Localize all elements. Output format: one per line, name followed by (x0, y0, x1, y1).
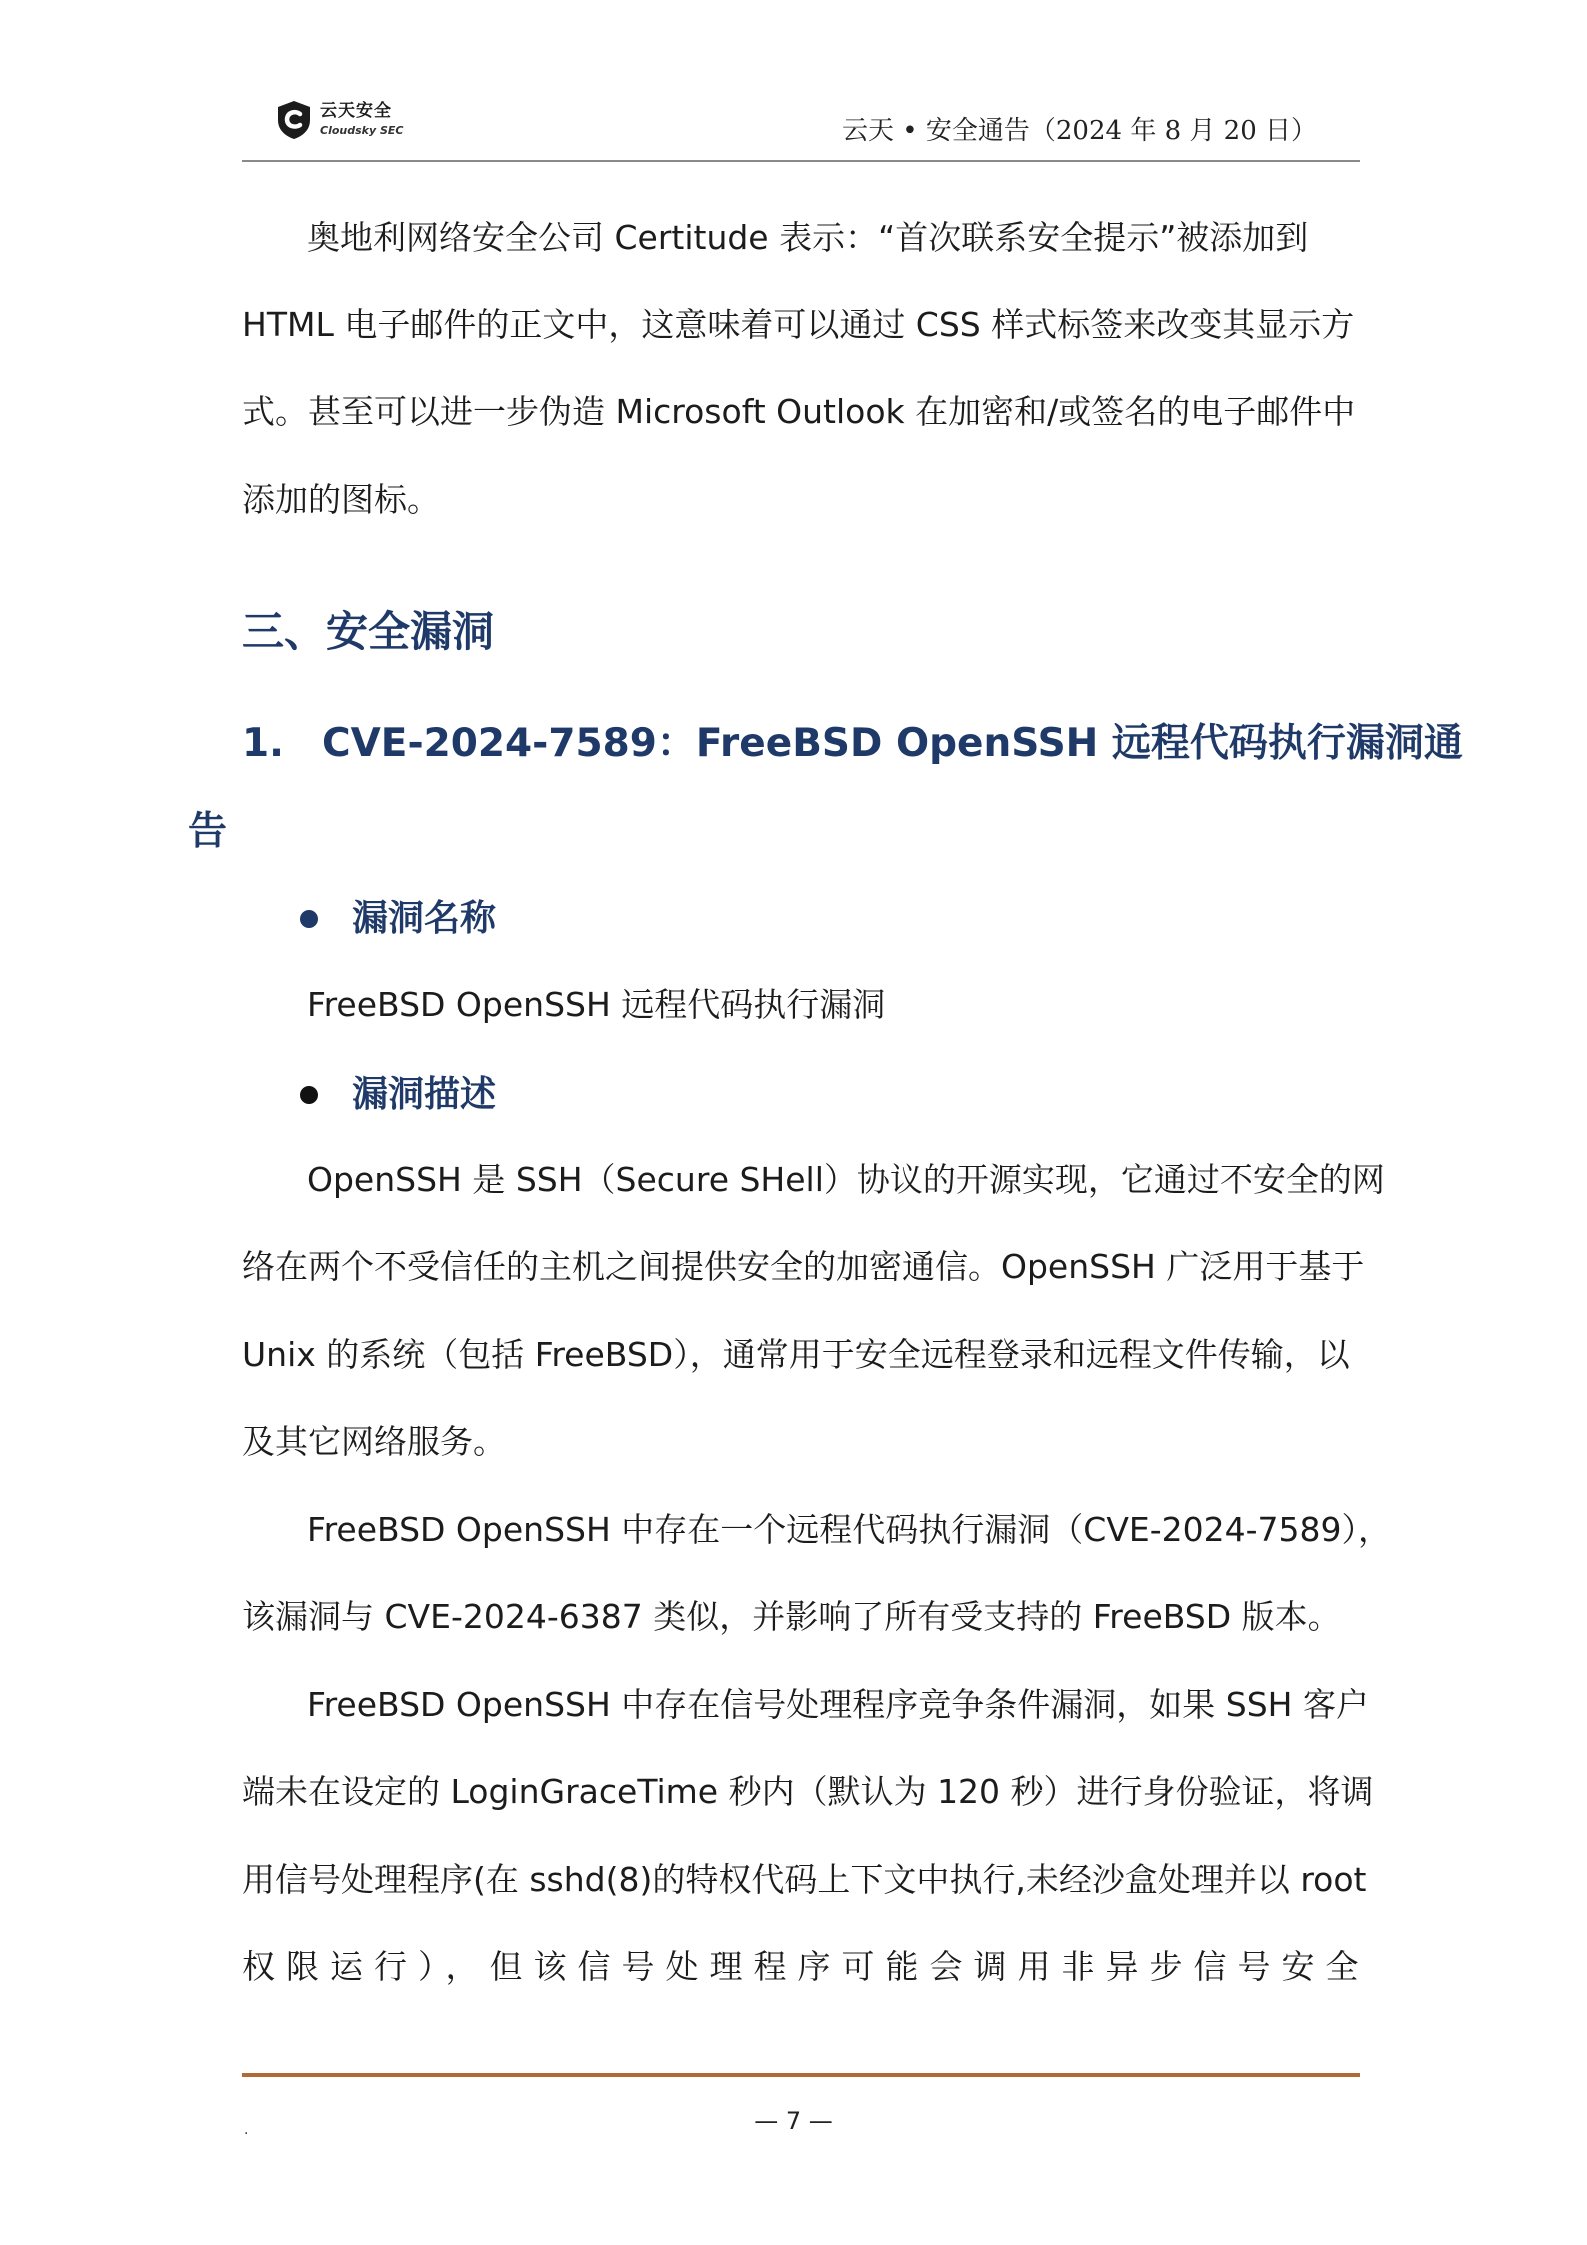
bullet-vuln-desc-label: 漏洞描述 (352, 1074, 497, 1115)
subsection-title (242, 718, 1463, 770)
shield-logo-icon (276, 100, 312, 140)
intro-line-2: HTML 电子邮件的正文中，这意味着可以通过 CSS 样式标签来改变其显示方 (242, 305, 1355, 344)
vuln-name-value: FreeBSD OpenSSH 远程代码执行漏洞 (307, 985, 886, 1024)
desc-p1-line-3: Unix 的系统（包括 FreeBSD），通常用于安全远程登录和远程文件传输，以 (242, 1335, 1350, 1374)
intro-line-4: 添加的图标。 (242, 480, 440, 519)
desc-p2-line-2: 该漏洞与 CVE-2024-6387 类似，并影响了所有受支持的 FreeBSD 版本。 (242, 1597, 1341, 1636)
bullet-dot-icon (300, 1086, 318, 1104)
bullet-vuln-name-label: 漏洞名称 (352, 898, 497, 939)
intro-line-3: 式。甚至可以进一步伪造 Microsoft Outlook 在加密和/或签名的电子邮件中 (242, 392, 1356, 431)
desc-p1-line-2: 络在两个不受信任的主机之间提供安全的加密通信。OpenSSH 广泛用于基于 (242, 1247, 1365, 1286)
bullet-dot-icon (300, 910, 318, 928)
header-divider (242, 160, 1360, 162)
subsection-number: 1. (242, 721, 284, 766)
desc-p3-line-4: 权限运行），但该信号处理程序可能会调用非异步信号安全 (242, 1947, 1370, 1986)
desc-p1-line-1: OpenSSH 是 SSH（Secure SHell）协议的开源实现，它通过不安全的网 (307, 1160, 1385, 1199)
footer-divider (242, 2073, 1360, 2077)
logo-text-cn: 云天安全 (320, 101, 392, 121)
page-number: — 7 — (754, 2107, 833, 2135)
desc-p3-line-2: 端未在设定的 LoginGraceTime 秒内（默认为 120 秒）进行身份验证，将调 (242, 1772, 1374, 1811)
section-title: 三、安全漏洞 (242, 607, 495, 656)
subsection-title-line1: CVE-2024-7589：FreeBSD OpenSSH 远程代码执行漏洞通 (322, 721, 1463, 766)
logo-text-en: Cloudsky SEC (320, 124, 404, 137)
desc-p2-line-1: FreeBSD OpenSSH 中存在一个远程代码执行漏洞（CVE-2024-7589）， (307, 1510, 1392, 1549)
footer-mark: . (244, 2122, 249, 2138)
desc-p1-line-4: 及其它网络服务。 (242, 1422, 506, 1461)
desc-p3-line-3: 用信号处理程序(在 sshd(8)的特权代码上下文中执行,未经沙盒处理并以 root (242, 1860, 1367, 1899)
desc-p3-line-1: FreeBSD OpenSSH 中存在信号处理程序竞争条件漏洞，如果 SSH 客户 (307, 1685, 1369, 1724)
cloudsky-logo (276, 100, 436, 146)
header-title: 云天 • 安全通告（2024 年 8 月 20 日） (842, 116, 1317, 146)
subsection-title-line2: 告 (188, 809, 228, 854)
intro-line-1: 奥地利网络安全公司 Certitude 表示：“首次联系安全提示”被添加到 (307, 218, 1309, 257)
